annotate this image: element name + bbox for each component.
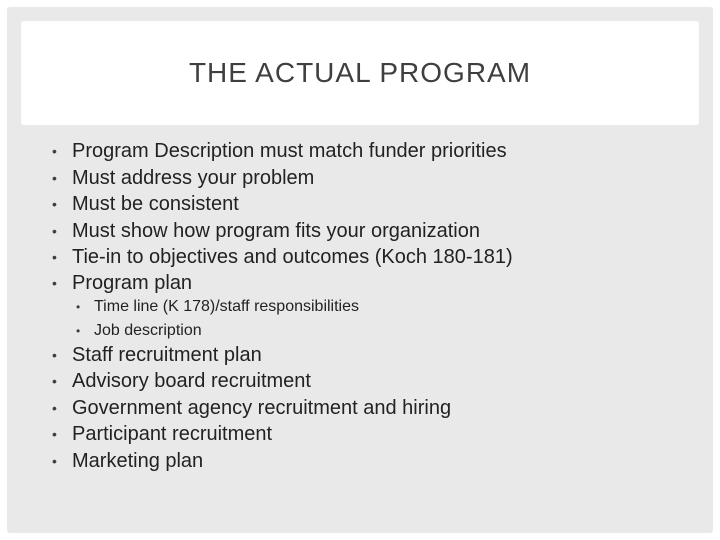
bullet-text: Advisory board recruitment (72, 370, 311, 392)
bullet-text: Marketing plan (72, 450, 204, 472)
bullet-marker: • (52, 347, 57, 363)
bullet-text: Government agency recruitment and hiring (72, 397, 452, 419)
bullet-marker: • (52, 196, 57, 212)
bullet-marker: • (52, 143, 57, 159)
sub-bullet-text: Time line (K 178)/staff responsibilities (94, 298, 359, 315)
bullet-marker: • (52, 400, 57, 416)
bullet-marker: • (52, 453, 57, 469)
bullet-text: Tie-in to objectives and outcomes (Koch 180-181) (72, 246, 513, 268)
bullet-text: Must address your problem (72, 167, 315, 189)
bullet-text: Staff recruitment plan (72, 344, 262, 366)
bullet-marker: • (52, 249, 57, 265)
bullet-text: Must show how program fits your organization (72, 220, 480, 242)
slide-title: THE ACTUAL PROGRAM (188, 57, 532, 88)
bullet-text: Must be consistent (72, 193, 239, 215)
bullet-marker: • (52, 275, 57, 291)
bullet-marker: • (52, 426, 57, 442)
sub-bullet-text: Job description (94, 322, 202, 339)
bullet-marker: • (52, 373, 57, 389)
bullet-text: Program Description must match funder priorities (72, 140, 507, 162)
bullet-text: Program plan (72, 272, 193, 294)
bullet-marker: • (52, 223, 57, 239)
sub-bullet-marker: • (76, 324, 81, 338)
bullet-marker: • (52, 170, 57, 186)
sub-bullet-marker: • (76, 300, 81, 314)
bullet-text: Participant recruitment (72, 423, 273, 445)
